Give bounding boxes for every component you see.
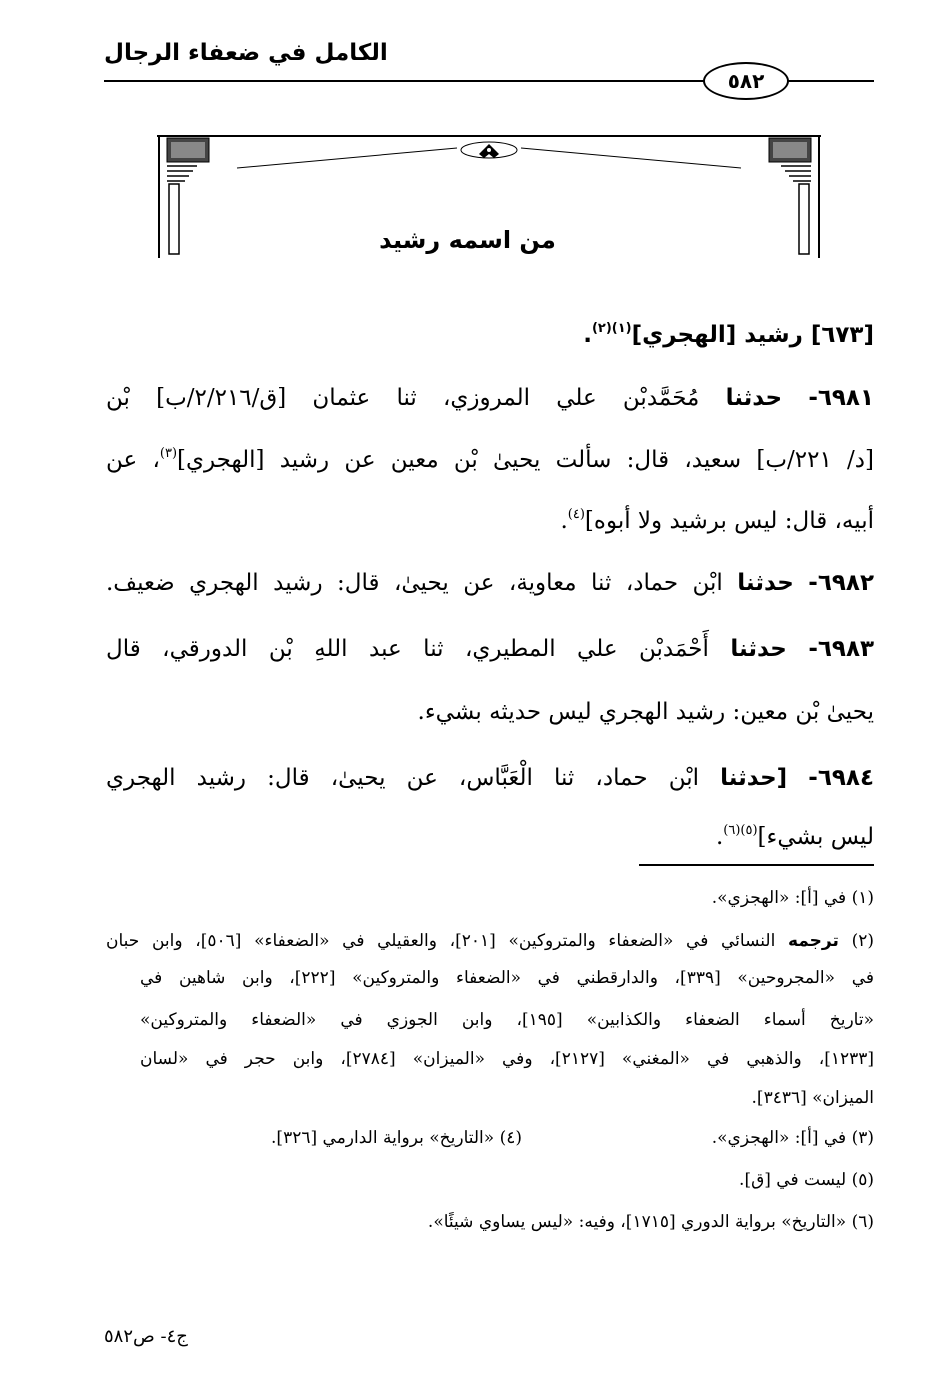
footnote-5: (٥) ليست في [ق].: [739, 1170, 874, 1190]
hadith-number: ٦٩٨٤-: [808, 765, 874, 791]
running-title: الكامل في ضعفاء الرجال: [104, 40, 388, 66]
hadith-number: ٦٩٨١-: [808, 385, 875, 411]
footnote-separator: [639, 864, 874, 866]
entry-heading: [٦٧٣] رشيد [الهجري]$^{(١)(٢)}$.: [583, 321, 874, 348]
footnote-3: (٣) في [أ]: «الهجزي».: [711, 1128, 874, 1148]
volume-page-reference: ج٤- ص٥٨٢: [104, 1326, 188, 1347]
hadith-opening-word: [حدثنا: [720, 765, 788, 791]
footnote-2-line-4: [١٢٣٣]، والذهبي في «المغني» [٢١٢٧]، وفي «الميزان» [٢٧٨٤]، وابن حجر في «لسان: [140, 1049, 874, 1069]
footnote-1: (١) في [أ]: «الهجزي».: [711, 888, 874, 908]
hadith-number: ٦٩٨٣-: [808, 636, 875, 662]
hadith-6984-line-1: ٦٩٨٤- [حدثنا ابْن حماد، ثنا الْعَبَّاس، عن يحيىٰ، قال: رشيد الهجري: [106, 765, 874, 791]
hadith-opening-word: حدثنا: [730, 636, 787, 662]
hadith-6983-line-1: ٦٩٨٣- حدثنا أَحْمَدبْن علي المطيري، ثنا عبد اللهِ بْن الدورقي، قال: [106, 636, 875, 662]
hadith-6981-line-2: [د/ ٢٢١/ب] سعيد، قال: سألت يحيىٰ بْن معين عن رشيد [الهجري]$^{(٣)}$، عن: [106, 446, 874, 473]
footnote-ref: (٣): [159, 446, 178, 461]
hadith-6981-line-1: ٦٩٨١- حدثنا مُحَمَّدبْن علي المروزي، ثنا عثمان [ق/٢/٢١٦/ب] بْن: [106, 385, 875, 411]
hadith-6981-line-3: أبيه، قال: ليس برشيد ولا أبوه]$^{(٤)}$.: [560, 507, 874, 534]
hadith-6982-line-1: ٦٩٨٢- حدثنا ابْن حماد، ثنا معاوية، عن يحيىٰ، قال: رشيد الهجري ضعيف.: [106, 570, 874, 596]
footnote-2-line-3: «تاريخ أسماء الضعفاء والكذابين» [١٩٥]، وابن الجوزي في «الضعفاء والمتروكين»: [140, 1010, 874, 1030]
chapter-title: من اسمه رشيد: [379, 226, 556, 254]
hadith-opening-word: حدثنا: [737, 570, 794, 596]
footnote-2-line-2: في «المجروحين» [٣٣٩]، والدارقطني في «الضعفاء والمتروكين» [٢٢٢]، وابن شاهين في: [140, 968, 874, 988]
footnote-ref: (١)(٢): [591, 321, 632, 336]
footnote-ref: (٥)(٦): [723, 823, 758, 838]
hadith-6983-line-2: يحيىٰ بْن معين: رشيد الهجري ليس حديثه بشيء.: [417, 699, 874, 725]
hadith-opening-word: حدثنا: [725, 385, 783, 411]
page-number: ٥٨٢: [703, 62, 789, 100]
hadith-number: ٦٩٨٢-: [808, 570, 874, 596]
hadith-6984-line-2: ليس بشيء]$^{(٥)(٦)}$.: [715, 823, 874, 850]
footnote-2-line-1: (٢) ترجمه النسائي في «الضعفاء والمتروكين» [٢٠١]، والعقيلي في «الضعفاء» [٥٠٦]، وابن حبان: [106, 931, 874, 951]
footnote-6: (٦) «التاريخ» برواية الدوري [١٧١٥]، وفيه: «ليس يساوي شيئًا».: [427, 1212, 874, 1232]
footnote-2-line-5: الميزان» [٣٤٣٦].: [751, 1088, 874, 1108]
footnote-4: (٤) «التاريخ» برواية الدارمي [٣٢٦].: [271, 1128, 522, 1148]
footnote-ref: (٤): [567, 507, 585, 522]
